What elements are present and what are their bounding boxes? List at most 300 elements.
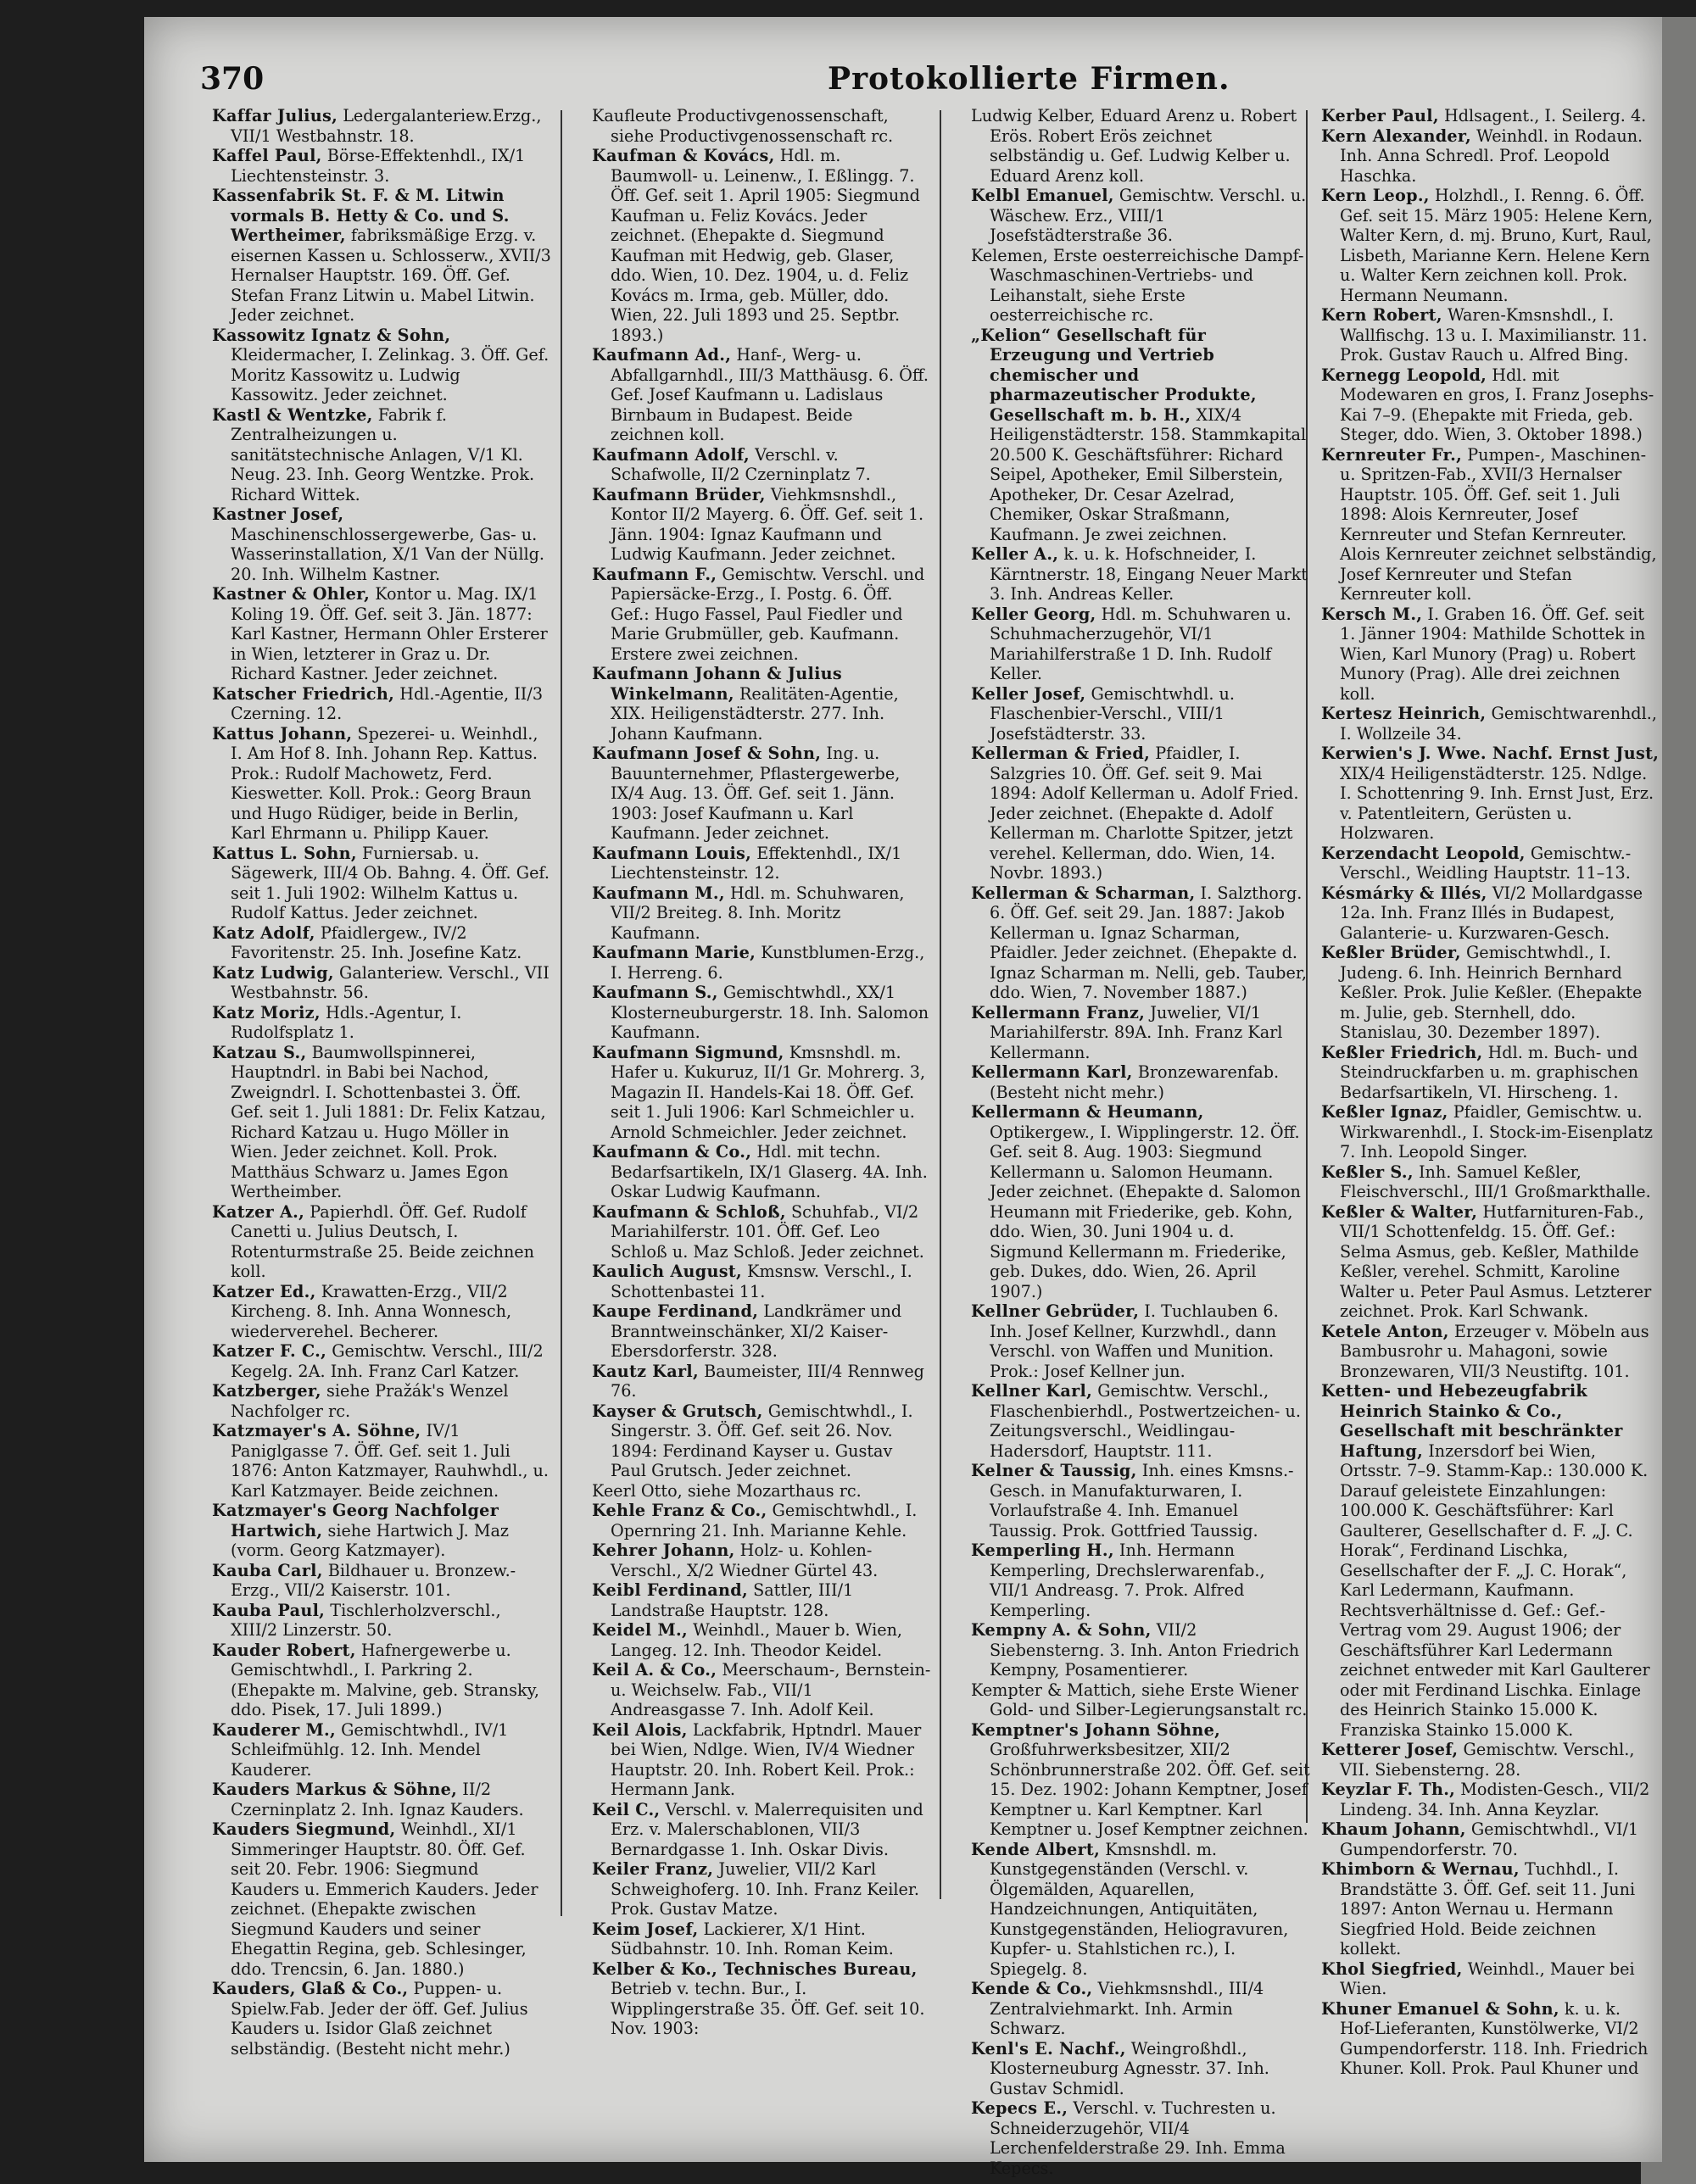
firm-details: Inh. Hermann Kemperling, Drechslerwarenfab., VII/1 Andreasg. 7. Prok. Alfred Kemperling.	[990, 1540, 1265, 1620]
firm-name: Keller A.,	[971, 544, 1059, 564]
firm-name: Kaffel Paul,	[212, 146, 322, 165]
directory-entry	[212, 1819, 551, 1979]
firm-name: Katz Moriz,	[212, 1002, 321, 1022]
directory-entry	[212, 923, 551, 963]
firm-details: Börse-Effektenhdl., IX/1 Liechtensteinstr. 3.	[231, 146, 526, 186]
firm-name: Kellerman & Fried,	[971, 744, 1151, 763]
firm-details: Schuhfab., VI/2 Mariahilferstr. 101. Öff. Gef. Leo Schloß u. Maz Schloß. Jeder zeichnet.	[611, 1201, 924, 1262]
firm-name: Keller Josef,	[971, 683, 1086, 704]
directory-entry	[971, 1301, 1310, 1381]
directory-entry	[592, 1142, 931, 1202]
directory-entry	[1321, 1202, 1660, 1322]
firm-name: Katzer Ed.,	[212, 1281, 316, 1301]
firm-name: Kattus L. Sohn,	[212, 843, 357, 863]
firm-details: Hutfarnituren-Fab., VII/1 Schottenfeldg. 15. Öff. Gef.: Selma Asmus, geb. Keßler, Mathilde Keßler, verehel. Schmitt, Karoline Walter u. Peter Paul Asmus. Letzterer zeichnet. Prok. Karl Schwank.	[1340, 1201, 1652, 1321]
firm-name: Kattus Johann,	[212, 723, 353, 744]
firm-details: Betrieb v. techn. Bur., I. Wipplingerstraße 35. Öff. Gef. seit 10. Nov. 1903:	[611, 1979, 925, 2038]
directory-entry	[212, 146, 551, 186]
directory-entry	[592, 445, 931, 485]
firm-name: Kerber Paul,	[1321, 106, 1439, 125]
directory-entry	[212, 1780, 551, 1819]
directory-entry	[971, 744, 1310, 883]
firm-name: Kauba Carl,	[212, 1560, 323, 1580]
directory-entry	[592, 943, 931, 983]
firm-details: Kunstblumen-Erzg., I. Herreng. 6.	[611, 943, 925, 983]
directory-entry	[1321, 365, 1660, 445]
firm-name: Kaufmann & Co.,	[592, 1142, 752, 1162]
firm-details: siehe Hartwich J. Maz (vorm. Georg Katzmayer).	[231, 1520, 510, 1560]
firm-details: Meerschaum-, Bernstein- u. Weichselw. Fab., VII/1 Andreasgasse 7. Inh. Adolf Keil.	[611, 1660, 931, 1719]
firm-details: Hdl. m. Schuhwaren, VII/2 Breiteg. 8. Inh. Moritz Kaufmann.	[611, 883, 905, 943]
firm-details: Verschl. v. Tuchresten u. Schneiderzugehör, VII/4 Lerchenfelderstraße 29. Inh. Emma Kepecs.	[990, 2098, 1286, 2178]
directory-entry	[1321, 126, 1660, 187]
firm-details: Hdl. mit Modewaren en gros, I. Franz Josephs-Kai 7–9. (Ehepakte mit Frieda, geb. Steger, ddo. Wien, 3. Oktober 1898.)	[1340, 365, 1654, 444]
firm-details: Ledergalanteriew.Erzg., VII/1 Westbahnstr. 18.	[231, 106, 542, 146]
firm-details: VI/2 Mollardgasse 12a. Inh. Franz Illés in Budapest, Galanterie- u. Kurzwaren-Gesch.	[1340, 883, 1643, 943]
directory-entry	[592, 1362, 931, 1401]
directory-entry	[212, 405, 551, 505]
firm-details: Baumwollspinnerei, Hauptndrl. in Babi bei Nachod, Zweigndrl. I. Schottenbastei 3. Öff. Gef. seit 1. Juli 1881: Dr. Felix Katzau, Richard Katzau u. Hugo Möller in Wien. Jeder zeichnet. Koll. Prok. Matthäus Schwarz u. James Egon Wertheimber.	[231, 1042, 546, 1201]
firm-name: Kaufmann Brüder,	[592, 484, 766, 504]
firm-name: Kende Albert,	[971, 1839, 1101, 1859]
firm-details: I. Tuchlauben 6. Inh. Josef Kellner, Kurzwhdl., dann Verschl. von Waffen und Munition. Prok.: Josef Kellner jun.	[990, 1301, 1279, 1381]
firm-details: Gemischtwhdl., I. Singerstr. 3. Öff. Gef. seit 26. Nov. 1894: Ferdinand Kayser u. Gustav Paul Grutsch. Jeder zeichnet.	[611, 1401, 913, 1480]
directory-entry	[1321, 1859, 1660, 1959]
directory-entry	[212, 1003, 551, 1043]
firm-name: Kersch M.,	[1321, 604, 1423, 624]
firm-details: Bronzewarenfab. (Besteht nicht mehr.)	[990, 1062, 1280, 1102]
directory-entry	[592, 485, 931, 565]
directory-entry	[971, 1840, 1310, 1980]
firm-name: Kaupe Ferdinand,	[592, 1301, 759, 1321]
directory-entry	[1321, 1740, 1660, 1780]
directory-entry	[1321, 1102, 1660, 1162]
firm-details: Pfaidlergew., IV/2 Favoritenstr. 25. Inh. Josefine Katz.	[231, 922, 522, 962]
directory-entry	[212, 1043, 551, 1202]
directory-entry	[212, 1641, 551, 1720]
directory-entry	[592, 1859, 931, 1919]
firm-name: Keßler Brüder,	[1321, 943, 1461, 962]
firm-name: Kepecs E.,	[971, 2098, 1068, 2118]
firm-details: Gemischtw. Verschl. u. Wäschew. Erz., VIII/1 Josefstädterstraße 36.	[990, 186, 1307, 245]
firm-name: Kaufmann Josef & Sohn,	[592, 744, 822, 763]
firm-details: II/2 Czerninplatz 2. Inh. Ignaz Kauders.	[231, 1780, 524, 1819]
firm-details: Gemischtwarenhdl., I. Wollzeile 34.	[1340, 704, 1657, 744]
directory-entry	[971, 544, 1310, 604]
firm-name: Kaufmann & Schloß,	[592, 1201, 786, 1222]
directory-entry	[971, 1003, 1310, 1063]
firm-details: VII/2 Siebensterng. 3. Inh. Anton Friedrich Kempny, Posamentierer.	[990, 1620, 1300, 1680]
page-header	[200, 61, 1659, 112]
directory-entry	[592, 664, 931, 744]
firm-name: Kaufmann Sigmund,	[592, 1042, 784, 1062]
firm-details: Fabrik f. Zentralheizungen u. sanitätstechnische Anlagen, V/1 Kl. Neug. 23. Inh. Georg Wentzke. Prok. Richard Wittek.	[231, 404, 535, 504]
firm-details: Pumpen-, Maschinen- u. Spritzen-Fab., XVII/3 Hernalser Hauptstr. 105. Öff. Gef. seit 1. Juli 1898: Alois Kernreuter, Josef Kernreuter und Stefan Kernreuter. Alois Kernreuter zeichnet selbständig, Josef Kernreuter und Stefan Kernreuter koll.	[1340, 444, 1657, 604]
directory-entry	[1321, 704, 1660, 744]
firm-name: Kehle Franz & Co.,	[592, 1501, 767, 1520]
firm-name: Kern Alexander,	[1321, 125, 1471, 146]
directory-entry	[592, 1401, 931, 1481]
firm-details: Hdl. m. Baumwoll- u. Leinenw., I. Eßlingg. 7. Öff. Gef. seit 1. April 1905: Siegmund Kaufman u. Feliz Kovács. Jeder zeichnet. (Ehepakte d. Siegmund Kaufman mit Hedwig, geb. Glaser, ddo. Wien, 10. Dez. 1904, u. d. Feliz Kovács m. Irma, geb. Müller, ddo. Wien, 22. Juli 1893 und 25. Septbr. 1893.)	[611, 146, 920, 345]
directory-entry	[971, 883, 1310, 1003]
directory-entry	[1321, 1381, 1660, 1740]
firm-details: Inh. eines Kmsns.-Gesch. in Manufakturwaren, I. Vorlaufstraße 4. Inh. Emanuel Taussig. Prok. Gottfried Taussig.	[990, 1461, 1294, 1540]
firm-name: Keyzlar F. Th.,	[1321, 1780, 1456, 1799]
directory-entry	[592, 1262, 931, 1301]
firm-name: Kernreuter Fr.,	[1321, 444, 1463, 465]
firm-name: Kastl & Wentzke,	[212, 404, 373, 425]
directory-entry	[592, 106, 931, 146]
firm-details: Weingroßhdl., Klosterneuburg Agnesstr. 37. Inh. Gustav Schmidl.	[990, 2038, 1269, 2098]
page-number: 370	[200, 61, 265, 97]
firm-details: Ludwig Kelber, Eduard Arenz u. Robert Erös. Robert Erös zeichnet selbständig u. Gef. Ludwig Kelber u. Eduard Arenz koll.	[971, 106, 1297, 186]
directory-entry	[212, 106, 551, 146]
firm-name: Katz Ludwig,	[212, 962, 334, 983]
directory-entry	[212, 844, 551, 923]
firm-details: Gemischtwhdl., VI/1 Gumpendorferstr. 70.	[1340, 1819, 1639, 1859]
directory-entry	[212, 684, 551, 724]
firm-details: Galanteriew. Verschl., VII Westbahnstr. 56.	[231, 962, 550, 1002]
directory-entry	[1321, 186, 1660, 305]
firm-details: XIX/4 Heiligenstädterstr. 125. Ndlge. I. Schottenring 9. Inh. Ernst Just, Erz. v. Patentleitern, Gerüsten u. Holzwaren.	[1340, 763, 1654, 843]
directory-entry	[1321, 744, 1660, 844]
directory-entry	[592, 1660, 931, 1720]
firm-details: Pfaidler, Gemischtw. u. Wirkwarenhdl., I. Stock-im-Eisenplatz 7. Inh. Leopold Singer.	[1340, 1102, 1654, 1162]
directory-entry	[592, 146, 931, 345]
firm-details: I. Graben 16. Öff. Gef. seit 1. Jänner 1904: Mathilde Schottek in Wien, Karl Munory (Prag) u. Robert Munory (Prag). Alle drei zeichnen koll.	[1340, 604, 1646, 704]
firm-name: Kauders, Glaß & Co.,	[212, 1979, 409, 1998]
directory-entry	[592, 983, 931, 1043]
directory-columns	[212, 106, 1660, 2178]
firm-details: Hdlsagent., I. Seilerg. 4.	[1443, 106, 1647, 125]
firm-name: Keßler Friedrich,	[1321, 1042, 1483, 1062]
firm-name: Keßler & Walter,	[1321, 1201, 1478, 1222]
firm-name: Khol Siegfried,	[1321, 1958, 1463, 1979]
firm-details: Hdl.-Agentie, II/3 Czerning. 12.	[231, 683, 544, 723]
directory-entry	[971, 604, 1310, 684]
directory-entry	[1321, 106, 1660, 126]
firm-details: Kelemen, Erste oesterreichische Dampf-Waschmaschinen-Vertriebs- und Leihanstalt, siehe Erste oesterreichische rc.	[971, 245, 1304, 325]
directory-entry	[971, 1620, 1310, 1680]
directory-entry	[971, 2039, 1310, 2099]
firm-name: Kaufman & Kovács,	[592, 146, 775, 165]
firm-name: Késmárky & Illés,	[1321, 883, 1487, 903]
firm-name: Katz Adolf,	[212, 922, 315, 943]
firm-details: Weinhdl., Mauer bei Wien.	[1340, 1958, 1635, 1998]
column-1	[212, 106, 551, 2158]
directory-entry	[1321, 1780, 1660, 1819]
firm-details: Tuchhdl., I. Brandstätte 3. Öff. Gef. seit 11. Juni 1897: Anton Wernau u. Hermann Siegfried Hold. Beide zeichnen kollekt.	[1340, 1859, 1636, 1958]
firm-details: XIX/4 Heiligenstädterstr. 158. Stammkapital 20.500 K. Geschäftsführer: Richard Seipel, Apotheker, Emil Silberstein, Apotheker, Dr. Cesar Azelrad, Chemiker, Oskar Straßmann, Kaufmann. Je zwei zeichnen.	[990, 404, 1307, 544]
firm-name: Kaufmann Marie,	[592, 943, 756, 962]
firm-details: Weinhdl., Mauer b. Wien, Langeg. 12. Inh. Theodor Keidel.	[611, 1620, 903, 1660]
firm-name: Kertesz Heinrich,	[1321, 704, 1487, 723]
directory-entry	[1321, 1819, 1660, 1859]
firm-details: Kontor u. Mag. IX/1 Koling 19. Öff. Gef. seit 3. Jän. 1877: Karl Kastner, Hermann Ohler Ersterer in Wien, letzterer in Graz u. Dr. Richard Kastner. Jeder zeichnet.	[231, 584, 548, 683]
firm-details: k. u. k. Hof-Lieferanten, Kunstölwerke, VI/2 Gumpendorferstr. 118. Inh. Friedrich Khuner. Koll. Prok. Paul Khuner und	[1340, 1998, 1649, 2078]
running-title: Protokollierte Firmen.	[828, 61, 1230, 97]
directory-entry	[592, 1800, 931, 1860]
firm-details: Papierhdl. Öff. Gef. Rudolf Canetti u. Julius Deutsch, I. Rotenturmstraße 25. Beide zeichnen koll.	[231, 1201, 535, 1281]
firm-name: Kelber & Ko., Technisches Bureau,	[592, 1958, 918, 1979]
firm-details: Baumeister, III/4 Rennweg 76.	[611, 1361, 924, 1401]
firm-name: Katzer A.,	[212, 1201, 305, 1222]
firm-details: Gemischtwhdl., XX/1 Klosterneuburgerstr. 18. Inh. Salomon Kaufmann.	[611, 983, 929, 1042]
directory-entry	[212, 1720, 551, 1780]
firm-details: Maschinenschlossergewerbe, Gas- u. Wasserinstallation, X/1 Van der Nüllg. 20. Inh. Wilhelm Kastner.	[231, 524, 545, 584]
firm-details: Modisten-Gesch., VII/2 Lindeng. 34. Inh. Anna Keyzlar.	[1340, 1780, 1650, 1819]
firm-details: Pfaidler, I. Salzgries 10. Öff. Gef. seit 9. Mai 1894: Adolf Kellerman u. Adolf Fried. Jeder zeichnet. (Ehepakte d. Adolf Kellerman m. Charlotte Spitzer, jetzt verehel. Kellerman, ddo. Wien, 14. Novbr. 1893.)	[990, 744, 1299, 883]
column-4	[1321, 106, 1660, 2158]
firm-details: Hanf-, Werg- u. Abfallgarnhdl., III/3 Matthäusg. 6. Öff. Gef. Josef Kaufmann u. Ladislaus Birnbaum in Budapest. Beide zeichnen koll.	[611, 345, 929, 444]
firm-name: Ketten- und Hebezeugfabrik Heinrich Stainko & Co., Gesellschaft mit beschränkter Haftung,	[1321, 1381, 1623, 1461]
directory-entry	[1321, 1043, 1660, 1103]
directory-entry	[592, 1481, 931, 1502]
firm-name: Keller Georg,	[971, 604, 1096, 624]
firm-name: Khimborn & Wernau,	[1321, 1859, 1520, 1879]
directory-entry	[1321, 1322, 1660, 1382]
firm-name: Keil Alois,	[592, 1719, 688, 1740]
firm-details: Puppen- u. Spielw.Fab. Jeder der öff. Gef. Julius Kauders u. Isidor Glaß zeichnet selbständig. (Besteht nicht mehr.)	[231, 1979, 528, 2059]
firm-name: Kassenfabrik St. F. & M. Litwin vormals B. Hetty & Co. und S. Wertheimer,	[212, 186, 510, 245]
firm-name: Ketterer Josef,	[1321, 1740, 1459, 1759]
firm-details: Juwelier, VII/2 Karl Schweighoferg. 10. Inh. Franz Keiler. Prok. Gustav Matze.	[611, 1859, 920, 1919]
firm-details: Hdl. mit techn. Bedarfsartikeln, IX/1 Glaserg. 4A. Inh. Oskar Ludwig Kaufmann.	[611, 1142, 928, 1201]
firm-details: Gemischtw.-Verschl., Weidling Hauptstr. 11–13.	[1340, 843, 1632, 883]
firm-details: Weinhdl., XI/1 Simmeringer Hauptstr. 80. Öff. Gef. seit 20. Febr. 1906: Siegmund Kauders u. Emmerich Kauders. Jeder zeichnet. (Ehepakte zwischen Siegmund Kauders und seiner Ehegattin Regina, geb. Schlesinger, ddo. Trencsin, 6. Jan. 1880.)	[231, 1819, 538, 1979]
firm-details: fabriksmäßige Erzg. v. eisernen Kassen u. Schlosserw., XVII/3 Hernalser Hauptstr. 169. Öff. Gef. Stefan Franz Litwin u. Mabel Litwin. Jeder zeichnet.	[231, 226, 551, 325]
firm-name: Kauders Markus & Söhne,	[212, 1780, 458, 1799]
firm-details: Keerl Otto, siehe Mozarthaus rc.	[592, 1480, 862, 1501]
firm-details: Landkrämer und Branntweinschänker, XI/2 Kaiser-Ebersdorferstr. 328.	[611, 1301, 902, 1361]
firm-details: Gemischtwhdl., I. Judeng. 6. Inh. Heinrich Bernhard Keßler. Prok. Julie Keßler. (Ehepakte m. Julie, geb. Sternhell, ddo. Stanislau, 30. Dezember 1897).	[1340, 943, 1643, 1042]
directory-entry	[971, 1381, 1310, 1461]
firm-name: Kaufmann S.,	[592, 983, 718, 1002]
directory-entry	[1321, 1999, 1660, 2079]
firm-name: Katzer F. C.,	[212, 1341, 327, 1361]
directory-entry	[971, 2098, 1310, 2178]
firm-name: Kemptner's Johann Söhne,	[971, 1719, 1221, 1740]
firm-details: Effektenhdl., IX/1 Liechtensteinstr. 12.	[611, 843, 902, 883]
firm-name: Kern Robert,	[1321, 305, 1442, 325]
firm-name: Kauders Siegmund,	[212, 1819, 396, 1839]
directory-entry	[971, 326, 1310, 545]
directory-entry	[1321, 943, 1660, 1043]
firm-name: Kauder Robert,	[212, 1640, 356, 1660]
directory-entry	[971, 1461, 1310, 1540]
directory-entry	[971, 684, 1310, 744]
firm-name: Kende & Co.,	[971, 1979, 1093, 1998]
firm-details: Gemischtw. Verschl., III/2 Kegelg. 2A. Inh. Franz Carl Katzer.	[231, 1341, 544, 1381]
firm-details: Inzersdorf bei Wien, Ortsstr. 7–9. Stamm-Kap.: 130.000 K. Darauf geleistete Einzahlungen: 100.000 K. Geschäftsführer: Karl Gaulterer, Gesellschafter d. F. „J. C. Horak“, Ferdinand Lischka, Gesellschafter der F. „J. C. Horak“, Karl Ledermann, Kaufmann. Rechtsverhältnisse d. Gef.: Gef.-Vertrag vom 29. August 1906; der Geschäftsführer Karl Ledermann zeichnet entweder mit Karl Gaulterer oder mit Ferdinand Lischka. Einlage des Heinrich Stainko 15.000 K. Franziska Stainko 15.000 K.	[1340, 1440, 1650, 1740]
directory-entry	[212, 1341, 551, 1381]
firm-details: Holzhdl., I. Renng. 6. Öff. Gef. seit 15. März 1905: Helene Kern, Walter Kern, d. mj. Bruno, Kurt, Raul, Lisbeth, Marianne Kern. Helene Kern u. Walter Kern zeichnen koll. Prok. Hermann Neumann.	[1340, 186, 1654, 305]
firm-name: Keim Josef,	[592, 1919, 699, 1939]
directory-entry	[971, 246, 1310, 326]
firm-details: k. u. k. Hofschneider, I. Kärntnerstr. 18, Eingang Neuer Markt 3. Inh. Andreas Keller.	[990, 544, 1308, 604]
directory-entry	[971, 1720, 1310, 1840]
firm-name: Keil A. & Co.,	[592, 1660, 717, 1680]
directory-entry	[592, 1043, 931, 1143]
firm-details: Weinhdl. in Rodaun. Inh. Anna Schredl. Prof. Leopold Haschka.	[1340, 125, 1643, 186]
firm-name: Kehrer Johann,	[592, 1540, 735, 1560]
firm-name: Kenl's E. Nachf.,	[971, 2038, 1126, 2059]
firm-name: Kern Leop.,	[1321, 186, 1430, 205]
firm-name: Kaufmann F.,	[592, 564, 717, 584]
directory-entry	[592, 744, 931, 844]
directory-entry	[592, 1501, 931, 1540]
firm-details: Bildhauer u. Bronzew.-Erzg., VII/2 Kaiserstr. 101.	[231, 1560, 516, 1600]
firm-name: Kassowitz Ignatz & Sohn,	[212, 325, 451, 345]
directory-entry	[592, 345, 931, 445]
directory-entry	[212, 1561, 551, 1601]
directory-entry	[212, 1381, 551, 1421]
firm-name: Kellerman & Scharman,	[971, 883, 1196, 903]
firm-name: Keibl Ferdinand,	[592, 1580, 748, 1600]
firm-name: Keßler S.,	[1321, 1162, 1414, 1182]
directory-entry	[592, 844, 931, 883]
directory-entry	[592, 1580, 931, 1620]
firm-details: Viehkmsnshdl., III/4 Zentralviehmarkt. Inh. Armin Schwarz.	[990, 1979, 1264, 2038]
directory-entry	[212, 326, 551, 405]
directory-entry	[592, 1620, 931, 1660]
firm-name: Katzmayer's A. Söhne,	[212, 1421, 421, 1440]
firm-details: siehe Pražák's Wenzel Nachfolger rc.	[231, 1381, 509, 1421]
directory-entry	[212, 1282, 551, 1342]
directory-entry	[1321, 1959, 1660, 1999]
directory-entry	[212, 504, 551, 584]
firm-name: Kauba Paul,	[212, 1600, 326, 1620]
firm-name: Kerzendacht Leopold,	[1321, 843, 1526, 863]
firm-name: Ketele Anton,	[1321, 1321, 1449, 1341]
firm-details: Gemischtwhdl., I. Opernring 21. Inh. Marianne Kehle.	[611, 1501, 918, 1540]
firm-details: Furniersab. u. Sägewerk, III/4 Ob. Bahng. 4. Öff. Gef. seit 1. Juli 1902: Wilhelm Kattus u. Rudolf Kattus. Jeder zeichnet.	[231, 843, 550, 922]
directory-entry	[592, 1202, 931, 1262]
firm-name: Khaum Johann,	[1321, 1819, 1466, 1839]
firm-name: Kaulich August,	[592, 1262, 742, 1281]
directory-entry	[971, 1680, 1310, 1720]
directory-entry	[212, 1421, 551, 1501]
firm-name: Keßler Ignaz,	[1321, 1102, 1448, 1122]
firm-name: Kellner Karl,	[971, 1381, 1093, 1401]
firm-details: Hdls.-Agentur, I. Rudolfsplatz 1.	[231, 1002, 462, 1042]
firm-details: Optikergew., I. Wipplingerstr. 12. Öff. Gef. seit 8. Aug. 1903: Siegmund Kellermann u. Salomon Heumann. Jeder zeichnet. (Ehepakte d. Salomon Heumann mit Friederike, geb. Kohn, ddo. Wien, 30. Juni 1904 u. d. Sigmund Kellermann m. Friederike, geb. Dukes, ddo. Wien, 26. April 1907.)	[990, 1122, 1301, 1301]
directory-entry	[971, 1062, 1310, 1102]
directory-entry	[592, 1720, 931, 1800]
firm-details: Juwelier, VI/1 Mariahilferstr. 89A. Inh. Franz Karl Kellermann.	[990, 1002, 1283, 1062]
firm-name: Kellermann Karl,	[971, 1062, 1133, 1082]
firm-name: Kaufmann Louis,	[592, 843, 752, 863]
firm-details: Gemischtwhdl. u. Flaschenbier-Verschl., VIII/1 Josefstädterstr. 33.	[990, 683, 1235, 744]
firm-details: Lackierer, X/1 Hint. Südbahnstr. 10. Inh. Roman Keim.	[611, 1919, 894, 1958]
firm-details: Kaufleute Productivgenossenschaft, siehe Productivgenossenschaft rc.	[592, 106, 894, 146]
directory-entry	[971, 106, 1310, 186]
directory-entry	[1321, 1162, 1660, 1202]
firm-details: I. Salzthorg. 6. Öff. Gef. seit 29. Jan. 1887: Jakob Kellerman u. Ignaz Scharman, Pfaidler. Jeder zeichnet. (Ehepakte d. Ignaz Scharman m. Nelli, geb. Tauber, ddo. Wien, 7. November 1887.)	[990, 883, 1307, 1002]
firm-name: Katzberger,	[212, 1381, 321, 1401]
firm-details: Spezerei- u. Weinhdl., I. Am Hof 8. Inh. Johann Rep. Kattus. Prok.: Rudolf Machowetz, Ferd. Kieswetter. Koll. Prok.: Georg Braun und Hugo Rüdiger, beide in Berlin, Karl Ehrmann u. Philipp Kauer.	[231, 723, 538, 843]
directory-entry	[212, 186, 551, 326]
firm-name: Kelbl Emanuel,	[971, 186, 1114, 205]
directory-entry	[592, 1301, 931, 1362]
directory-entry	[971, 1540, 1310, 1620]
directory-entry	[212, 1202, 551, 1282]
firm-name: Kerwien's J. Wwe. Nachf. Ernst Just,	[1321, 744, 1660, 763]
firm-details: IV/1 Paniglgasse 7. Öff. Gef. seit 1. Juli 1876: Anton Katzmayer, Rauhwhdl., u. Karl Katzmayer. Beide zeichnen.	[231, 1421, 550, 1501]
directory-entry	[971, 1102, 1310, 1301]
firm-name: Kemperling H.,	[971, 1540, 1114, 1560]
directory-entry	[1321, 604, 1660, 705]
firm-details: Krawatten-Erzg., VII/2 Kircheng. 8. Inh. Anna Wonnesch, wiederverehel. Becherer.	[231, 1281, 512, 1341]
firm-name: Kelner & Taussig,	[971, 1461, 1137, 1480]
firm-name: Keidel M.,	[592, 1620, 688, 1640]
directory-entry	[592, 1540, 931, 1580]
directory-entry	[1321, 445, 1660, 604]
firm-details: Ing. u. Bauunternehmer, Pflastergewerbe, IX/4 Aug. 13. Öff. Gef. seit 1. Jänn. 1903: Josef Kaufmann u. Karl Kaufmann. Jeder zeichnet.	[611, 744, 901, 843]
firm-details: Hdl. m. Buch- und Steindruckfarben u. m. graphischen Bedarfsartikeln, VI. Hirscheng. 1.	[1340, 1042, 1638, 1102]
firm-details: Erzeuger v. Möbeln aus Bambusrohr u. Mahagoni, sowie Bronzewaren, VII/3 Neustiftg. 101.	[1340, 1321, 1649, 1381]
directory-entry	[1321, 883, 1660, 944]
firm-name: Keiler Franz,	[592, 1859, 714, 1879]
firm-name: Kaufmann Johann & Julius Winkelmann,	[592, 664, 843, 704]
firm-details: Verschl. v. Schafwolle, II/2 Czerninplatz 7.	[611, 444, 871, 484]
firm-details: Gemischtwhdl., IV/1 Schleifmühlg. 12. Inh. Mendel Kauderer.	[231, 1719, 509, 1780]
firm-details: Kmsnsw. Verschl., I. Schottenbastei 11.	[611, 1262, 912, 1301]
firm-details: Lackfabrik, Hptndrl. Mauer bei Wien, Ndlge. Wien, IV/4 Wiedner Hauptstr. 20. Inh. Robert Keil. Prok.: Hermann Jank.	[611, 1719, 922, 1799]
firm-details: Großfuhrwerksbesitzer, XII/2 Schönbrunnerstraße 202. Öff. Gef. seit 15. Dez. 1902: Johann Kemptner, Josef Kemptner u. Karl Kemptner. Karl Kemptner u. Josef Kemptner zeichnen.	[990, 1740, 1310, 1839]
firm-details: Kmsnshdl. m. Kunstgegenständen (Verschl. v. Ölgemälden, Aquarellen, Handzeichnungen, Antiquitäten, Kunstgegenständen, Heliogravuren, Kupfer- u. Stahlstichen rc.), I. Spiegelg. 8.	[990, 1839, 1289, 1979]
firm-name: Kayser & Grutsch,	[592, 1401, 763, 1421]
firm-details: Hdl. m. Schuhwaren u. Schuhmacherzugehör, VI/1 Mariahilferstraße 1 D. Inh. Rudolf Keller.	[990, 604, 1292, 683]
firm-name: Kernegg Leopold,	[1321, 365, 1487, 385]
firm-name: Kellner Gebrüder,	[971, 1301, 1140, 1321]
directory-entry	[592, 565, 931, 665]
directory-entry	[971, 1979, 1310, 2039]
directory-entry	[1321, 844, 1660, 883]
firm-details: Realitäten-Agentie, XIX. Heiligenstädterstr. 277. Inh. Johann Kaufmann.	[611, 683, 899, 744]
firm-details: Waren-Kmsnshdl., I. Wallfischg. 13 u. I. Maximilianstr. 11. Prok. Gustav Rauch u. Alfred Bing.	[1340, 305, 1648, 365]
directory-entry	[212, 963, 551, 1003]
firm-details: Gemischtw. Verschl., Flaschenbierhdl., Postwertzeichen- u. Zeitungsverschl., Weidlingau-Hadersdorf, Hauptstr. 111.	[990, 1381, 1301, 1461]
firm-name: Katscher Friedrich,	[212, 683, 395, 704]
firm-name: „Kelion“ Gesellschaft für Erzeugung und Vertrieb chemischer und pharmazeutischer Produkte, Gesellschaft m. b. H.,	[971, 325, 1257, 425]
firm-details: Kempter & Mattich, siehe Erste Wiener Gold- und Silber-Legierungsanstalt rc.	[971, 1680, 1308, 1719]
firm-details: Sattler, III/1 Landstraße Hauptstr. 128.	[611, 1580, 854, 1620]
directory-entry	[212, 1979, 551, 2059]
directory-entry	[1321, 305, 1660, 365]
firm-name: Kaffar Julius,	[212, 106, 338, 125]
firm-name: Kautz Karl,	[592, 1361, 699, 1381]
firm-details: Verschl. v. Malerrequisiten und Erz. v. Malerschablonen, VII/3 Bernardgasse 1. Inh. Oskar Divis.	[611, 1799, 923, 1859]
firm-details: Gemischtw. Verschl., VII. Siebensterng. 28.	[1340, 1740, 1635, 1780]
directory-entry	[212, 1501, 551, 1561]
firm-details: Hafnergewerbe u. Gemischtwhdl., I. Parkring 2. (Ehepakte m. Malvine, geb. Stransky, ddo. Pisek, 17. Juli 1899.)	[231, 1640, 540, 1719]
directory-entry	[592, 883, 931, 944]
firm-name: Katzmayer's Georg Nachfolger Hartwich,	[212, 1501, 499, 1540]
firm-name: Khuner Emanuel & Sohn,	[1321, 1998, 1559, 2019]
firm-details: Viehkmsnshdl., Kontor II/2 Mayerg. 6. Öff. Gef. seit 1. Jänn. 1904: Ignaz Kaufmann und Ludwig Kaufmann. Jeder zeichnet.	[611, 484, 924, 564]
firm-details: Kleidermacher, I. Zelinkag. 3. Öff. Gef. Moritz Kassowitz u. Ludwig Kassowitz. Jeder zeichnet.	[231, 345, 550, 404]
firm-details: Tischlerholzverschl., XIII/2 Linzerstr. 50.	[231, 1600, 501, 1640]
column-3	[971, 106, 1310, 2178]
column-2	[592, 106, 931, 2158]
firm-details: Kmsnshdl. m. Hafer u. Kukuruz, II/1 Gr. Mohrerg. 3, Magazin II. Handels-Kai 18. Öff. Gef. seit 1. Juli 1906: Karl Schmeichler u. Arnold Schmeichler. Jeder zeichnet.	[611, 1042, 926, 1142]
firm-name: Kellermann & Heumann,	[971, 1102, 1204, 1122]
firm-name: Kastner Josef,	[212, 504, 344, 524]
firm-name: Kempny A. & Sohn,	[971, 1620, 1152, 1640]
firm-details: Gemischtw. Verschl. und Papiersäcke-Erzg., I. Postg. 6. Öff. Gef.: Hugo Fassel, Paul Fiedler und Marie Grubmüller, geb. Kaufmann. Erstere zwei zeichnen.	[611, 564, 925, 664]
firm-name: Kaufmann M.,	[592, 883, 725, 903]
